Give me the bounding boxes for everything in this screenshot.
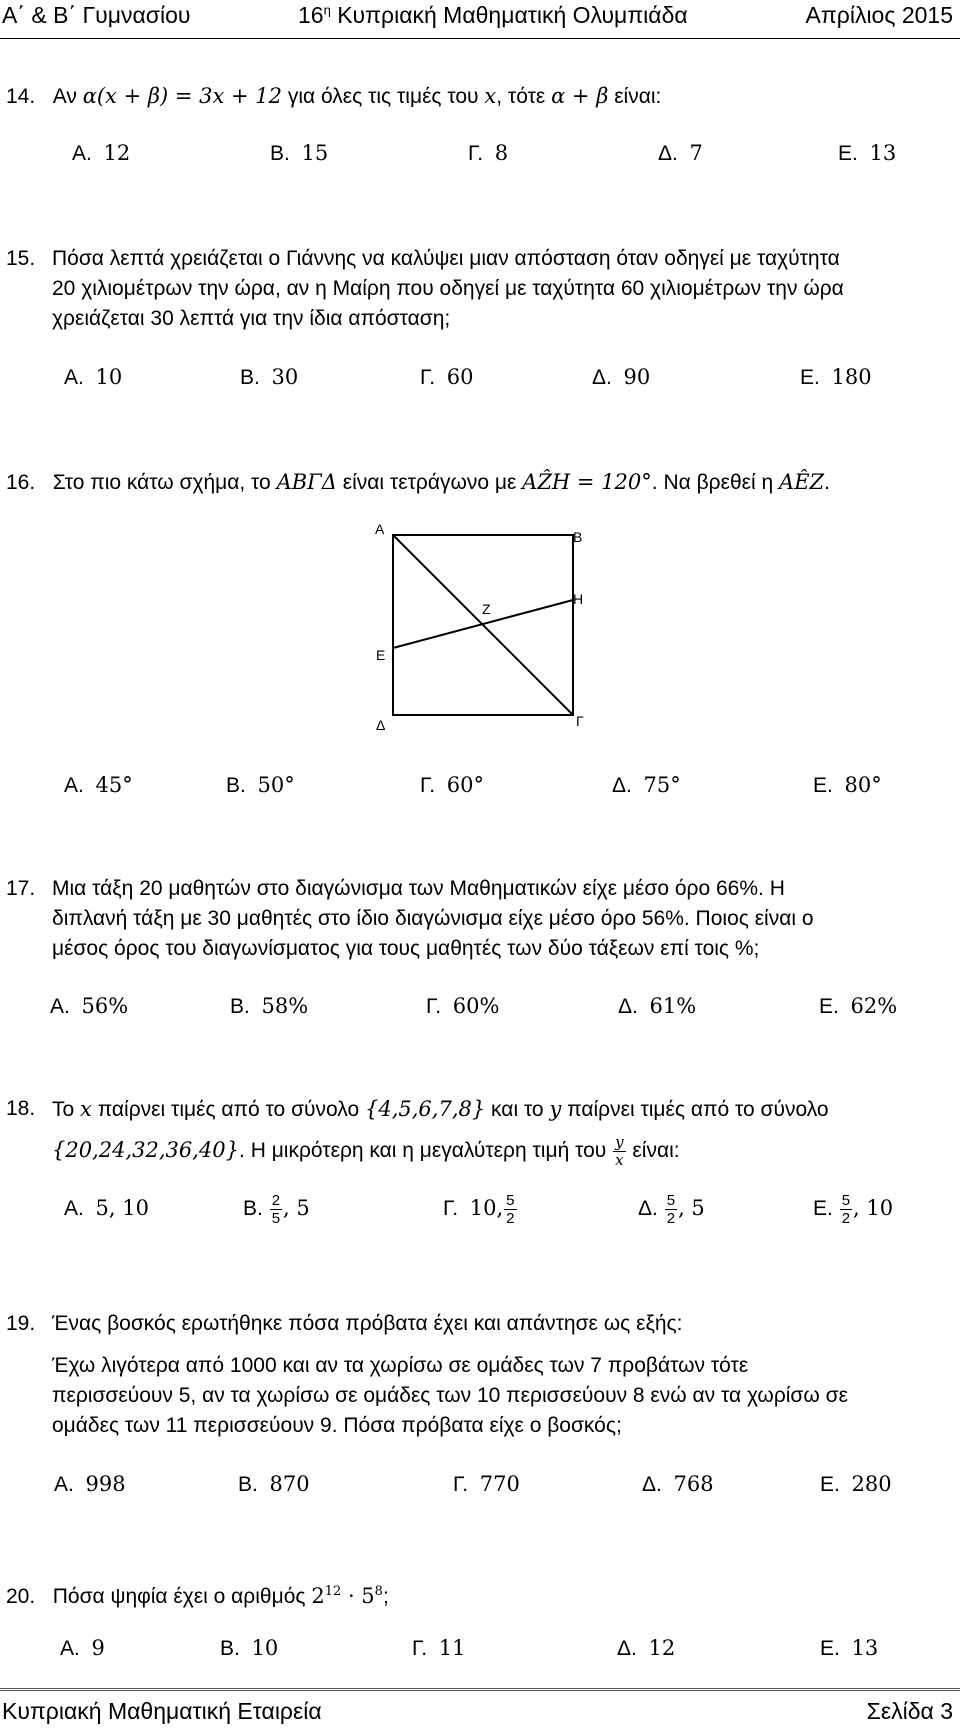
- question-15-text: Πόσα λεπτά χρειάζεται ο Γιάννης να καλύψει μιαν απόσταση όταν οδηγεί με ταχύτητα 20 χιλιομέτρων την ώρα, αν η Μαίρη που οδηγεί με ταχύτητα 60 χιλιομέτρων την ώρα χρειάζεται 30 λεπτά για την ίδια απόσταση;: [52, 247, 844, 330]
- q14-option-b[interactable]: Β. 15: [270, 141, 329, 165]
- q17-option-b[interactable]: Β. 58%: [230, 994, 309, 1018]
- question-18-line1: Το x παίρνει τιμές από το σύνολο {4,5,6,7,8} και το y παίρνει τιμές από το σύνολο: [52, 1097, 829, 1121]
- q14-option-e[interactable]: Ε. 13: [838, 141, 897, 165]
- question-18-number: 18.: [6, 1097, 36, 1120]
- header-center: $16^\eta$ Κυπριακή Μαθηματική Ολυμπιάδα: [298, 2, 688, 28]
- footer-rule: [0, 1688, 960, 1691]
- q17-option-c[interactable]: Γ. 60%: [426, 994, 500, 1018]
- q16-option-d[interactable]: Δ. 75°: [612, 773, 681, 797]
- question-20: 20. Πόσα ψηφία έχει ο αριθμός $2^{12} \cdot 5^8$;: [6, 1584, 389, 1608]
- header-right: Απρίλιος 2015: [805, 2, 953, 28]
- q18-option-d[interactable]: Δ. $\frac{5}{2}$ , 5: [638, 1192, 705, 1227]
- label-b: Β: [573, 529, 583, 545]
- q18-option-a[interactable]: Α. 5, 10: [64, 1196, 149, 1220]
- question-17-text: Μια τάξη 20 μαθητών στο διαγώνισμα των Μαθηματικών είχε μέσο όρο 66%. Η διπλανή τάξη με 30 μαθητές στο ίδιο διαγώνισμα είχε μέσο όρο 56%. Ποιος είναι ο μέσος όρος του διαγωνίσματος για τους μαθητές των δύο τάξεων επί τοις %;: [52, 877, 814, 960]
- question-18-line2: {20,24,32,36,40}. Η μικρότερη και η μεγαλύτερη τιμή του $\frac{y}{x}$ είναι:: [52, 1132, 680, 1169]
- header-left: Α΄ & Β΄ Γυμνασίου: [2, 2, 191, 28]
- label-a: Α: [375, 521, 385, 537]
- q20-option-b[interactable]: Β. 10: [220, 1636, 279, 1660]
- q16-option-e[interactable]: Ε. 80°: [813, 773, 882, 797]
- q18-option-e[interactable]: Ε. $\frac{5}{2}$ , 10: [813, 1192, 894, 1227]
- label-e: Ε: [376, 647, 386, 663]
- q20-option-c[interactable]: Γ. 11: [412, 1636, 466, 1660]
- question-14: 14. Αν α(x + β) = 3x + 12 για όλες τις τιμές του x, τότε α + β είναι:: [6, 84, 662, 108]
- q15-option-e[interactable]: Ε. 180: [800, 365, 872, 389]
- q19-option-e[interactable]: Ε. 280: [820, 1472, 892, 1496]
- q14-option-a[interactable]: Α. 12: [72, 141, 131, 165]
- q17-option-d[interactable]: Δ. 61%: [618, 994, 697, 1018]
- q16-option-c[interactable]: Γ. 60°: [420, 773, 484, 797]
- q19-option-a[interactable]: Α. 998: [54, 1472, 126, 1496]
- square-figure: [360, 520, 600, 740]
- q14-option-d[interactable]: Δ. 7: [658, 141, 703, 165]
- q18-option-b[interactable]: Β. $\frac{2}{5}$ , 5: [243, 1192, 310, 1227]
- footer-right: Σελίδα 3: [866, 1698, 953, 1724]
- q15-option-a[interactable]: Α. 10: [64, 365, 123, 389]
- q17-option-e[interactable]: Ε. 62%: [819, 994, 898, 1018]
- q16-option-a[interactable]: Α. 45°: [64, 773, 133, 797]
- question-17-number: 17.: [6, 877, 36, 900]
- q20-option-d[interactable]: Δ. 12: [617, 1636, 676, 1660]
- question-19-number: 19.: [6, 1312, 36, 1335]
- q15-option-b[interactable]: Β. 30: [240, 365, 299, 389]
- q19-option-b[interactable]: Β. 870: [238, 1472, 310, 1496]
- question-19-text: Έχω λιγότερα από 1000 και αν τα χωρίσω σε ομάδες των 7 προβάτων τότε περισσεύουν 5, αν τα χωρίσω σε ομάδες των 10 περισσεύουν 8 ενώ αν τα χωρίσω σε ομάδες των 11 περισσεύουν 9. Πόσα πρόβατα είχε ο βοσκός;: [52, 1354, 848, 1437]
- q18-option-c[interactable]: Γ. 10, $\frac{5}{2}$: [443, 1192, 515, 1227]
- fraction-y-over-x: $\frac{y}{x}$: [615, 1132, 624, 1169]
- q19-option-c[interactable]: Γ. 770: [453, 1472, 520, 1496]
- label-d: Δ: [376, 717, 386, 733]
- label-h: Η: [573, 591, 584, 607]
- q20-option-a[interactable]: Α. 9: [60, 1636, 105, 1660]
- header-rule: [0, 38, 960, 39]
- q15-option-c[interactable]: Γ. 60: [420, 365, 474, 389]
- q16-option-b[interactable]: Β. 50°: [226, 773, 295, 797]
- question-19-intro: Ένας βοσκός ερωτήθηκε πόσα πρόβατα έχει και απάντησε ως εξής:: [52, 1312, 683, 1335]
- question-15-number: 15.: [6, 247, 36, 270]
- q14-option-c[interactable]: Γ. 8: [468, 141, 509, 165]
- footer-left: Κυπριακή Μαθηματική Εταιρεία: [2, 1698, 322, 1724]
- q17-option-a[interactable]: Α. 56%: [50, 994, 129, 1018]
- q15-option-d[interactable]: Δ. 90: [592, 365, 651, 389]
- label-z: Ζ: [482, 601, 491, 617]
- q19-option-d[interactable]: Δ. 768: [642, 1472, 714, 1496]
- label-g: Γ: [576, 713, 584, 729]
- question-16: 16. Στο πιο κάτω σχήμα, το ΑΒΓΔ είναι τετράγωνο με ΑẐΗ = 120°. Να βρεθεί η ΑÊΖ.: [6, 470, 830, 494]
- q20-option-e[interactable]: Ε. 13: [820, 1636, 879, 1660]
